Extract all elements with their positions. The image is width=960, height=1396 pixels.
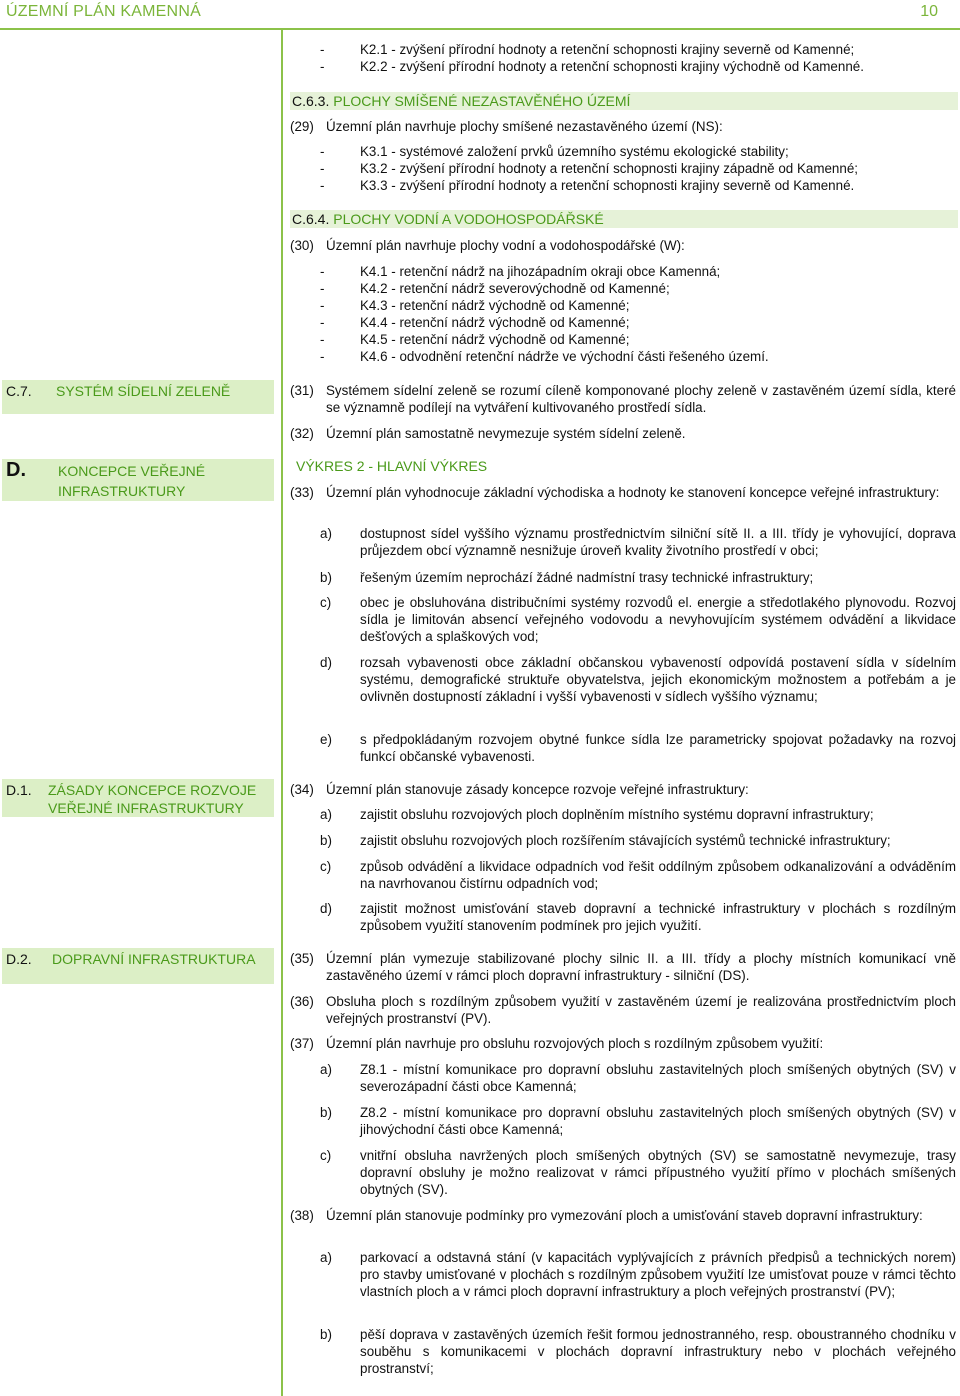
list-item: d) zajistit možnost umisťování staveb dopravní a technické infrastruktury v plochách s rozdílným způsobem využití stanovením podmínek pro jejich využití.: [320, 901, 956, 933]
list-item: - K2.2 - zvýšení přírodní hodnoty a retenční schopnosti krajiny východně od Kamenné.: [320, 59, 864, 74]
list-item: - K4.2 - retenční nádrž severovýchodně od Kamenné;: [320, 281, 670, 296]
list-item: b) Z8.2 - místní komunikace pro dopravní obsluhu zastavitelných ploch smíšených obytných (SV) v jihovýchodní části obce Kamenná;: [320, 1105, 956, 1137]
list-item: e) s předpokládaným rozvojem obytné funkce sídla lze parametricky spojovat požadavky na rozvoj funkcí občanské vybavenosti.: [320, 732, 956, 764]
list-item: c) způsob odvádění a likvidace odpadních vod řešit oddílným způsobem odkanalizování a odváděním na navrhovanou čistírnu odpadních vod;: [320, 859, 956, 891]
list-item: b) zajistit obsluhu rozvojových ploch rozšířením stávajících systémů technické infrastruktury;: [320, 833, 891, 848]
paragraph-30: (30) Územní plán navrhuje plochy vodní a vodohospodářské (W):: [290, 238, 685, 253]
list-item: c) obec je obsluhována distribučními systémy rozvodů el. energie a středotlakého plynovodu. Rozvoj sídla je limitován absencí veřejného vodovodu a nevyhovujícím systémem odvádění a likvidace dešťových a splaškových vod;: [320, 595, 956, 644]
list-item: - K3.1 - systémové založení prvků územního systému ekologické stability;: [320, 144, 789, 159]
column-divider: [281, 30, 283, 1396]
paragraph-29: (29) Územní plán navrhuje plochy smíšené nezastavěného území (NS):: [290, 119, 723, 134]
section-heading-c64: C.6.4. PLOCHY VODNÍ A VODOHOSPODÁŘSKÉ: [290, 210, 958, 228]
paragraph-36: (36) Obsluha ploch s rozdílným způsobem využití v zastavěném území je realizována prostřednictvím ploch veřejných prostranství (PV).: [290, 994, 956, 1026]
paragraph-38: (38) Územní plán stanovuje podmínky pro vymezování ploch a umisťování staveb dopravní infrastruktury:: [290, 1208, 923, 1223]
list-item: - K4.5 - retenční nádrž východně od Kamenné;: [320, 332, 630, 347]
drawing-reference: VÝKRES 2 - HLAVNÍ VÝKRES: [296, 458, 488, 474]
side-heading-d: D. KONCEPCE VEŘEJNÉ INFRASTRUKTURY: [2, 459, 274, 501]
list-item: a) zajistit obsluhu rozvojových ploch doplněním místního systému dopravní infrastruktury;: [320, 807, 874, 822]
running-header-title: ÚZEMNÍ PLÁN KAMENNÁ: [6, 3, 201, 20]
list-item: - K4.6 - odvodnění retenční nádrže ve východní části řešeného území.: [320, 349, 769, 364]
paragraph-35: (35) Územní plán vymezuje stabilizované plochy silnic II. a III. třídy a plochy místních komunikací vně zastavěného území v rámci ploch dopravní infrastruktury - silniční (DS).: [290, 951, 956, 983]
list-item: c) vnitřní obsluha navržených ploch smíšených obytných (SV) se samostatně nevymezuje, trasy dopravní obsluhy je možno realizovat v rámci přípustného využití přímo v plochách smíšených obytných (SV).: [320, 1148, 956, 1197]
list-item: - K3.2 - zvýšení přírodní hodnoty a retenční schopnosti krajiny západně od Kamenné;: [320, 161, 858, 176]
paragraph-37: (37) Územní plán navrhuje pro obsluhu rozvojových ploch s rozdílným způsobem využití:: [290, 1036, 824, 1051]
list-item: - K3.3 - zvýšení přírodní hodnoty a retenční schopnosti krajiny severně od Kamenné.: [320, 178, 855, 193]
list-item: a) parkovací a odstavná stání (v kapacitách vyplývajících z právních předpisů a technických norem) pro stavby umisťované v plochách s rozdílným způsobem využití lze umisťovat pouze v rámci těchto vlastních ploch a v rámci ploch dopravní infrastruktury a ploch veřejných prostranství (PV);: [320, 1250, 956, 1299]
paragraph-33: (33) Územní plán vyhodnocuje základní východiska a hodnoty ke stanovení koncepce veřejné infrastruktury:: [290, 485, 940, 500]
list-item: - K2.1 - zvýšení přírodní hodnoty a retenční schopnosti krajiny severně od Kamenné;: [320, 42, 855, 57]
list-item: - K4.4 - retenční nádrž východně od Kamenné;: [320, 315, 630, 330]
paragraph-34: (34) Územní plán stanovuje zásady koncepce rozvoje veřejné infrastruktury:: [290, 782, 749, 797]
list-item: b) pěší doprava v zastavěných územích řešit formou jednostranného, resp. oboustranného chodníku v souběhu s komunikacemi v plochách dopravní infrastruktury nebo v plochách veřejného prostranství;: [320, 1327, 956, 1376]
section-heading-c63: C.6.3. PLOCHY SMÍŠENÉ NEZASTAVĚNÉHO ÚZEMÍ: [290, 92, 958, 110]
list-item: d) rozsah vybavenosti obce základní občanskou vybaveností odpovídá postavení sídla v sídelním systému, demografické struktuře obyvatelstva, jejich ekonomickým možnostem a potřebám a je ovlivněn dostupností základní i vyšší vybavenosti v sídlech vyššího významu;: [320, 655, 956, 704]
list-item: - K4.1 - retenční nádrž na jihozápadním okraji obce Kamenná;: [320, 264, 721, 279]
paragraph-32: (32) Územní plán samostatně nevymezuje systém sídelní zeleně.: [290, 426, 686, 441]
list-item: - K4.3 - retenční nádrž východně od Kamenné;: [320, 298, 630, 313]
paragraph-31: (31) Systémem sídelní zeleně se rozumí cíleně komponované plochy zeleně v zastavěném území sídla, které se významně podílejí na vytváření kultivovaného prostředí sídla.: [290, 383, 956, 415]
side-heading-c7: C.7. SYSTÉM SÍDELNÍ ZELENĚ: [2, 380, 274, 414]
page-number: 10: [920, 3, 938, 20]
list-item: b) řešeným územím neprochází žádné nadmístní trasy technické infrastruktury;: [320, 570, 814, 585]
list-item: a) dostupnost sídel vyššího významu prostřednictvím silniční sítě II. a III. třídy je vyhovující, doprava průjezdem obcí významně nesnižuje úroveň kvality životního prostředí v obci;: [320, 526, 956, 558]
side-heading-d1: D.1. ZÁSADY KONCEPCE ROZVOJE VEŘEJNÉ INFRASTRUKTURY: [2, 779, 274, 817]
list-item: a) Z8.1 - místní komunikace pro dopravní obsluhu zastavitelných ploch smíšených obytných (SV) v severozápadní části obce Kamenná;: [320, 1062, 956, 1094]
header-rule: [0, 28, 960, 30]
side-heading-d2: D.2. DOPRAVNÍ INFRASTRUKTURA: [2, 948, 274, 984]
